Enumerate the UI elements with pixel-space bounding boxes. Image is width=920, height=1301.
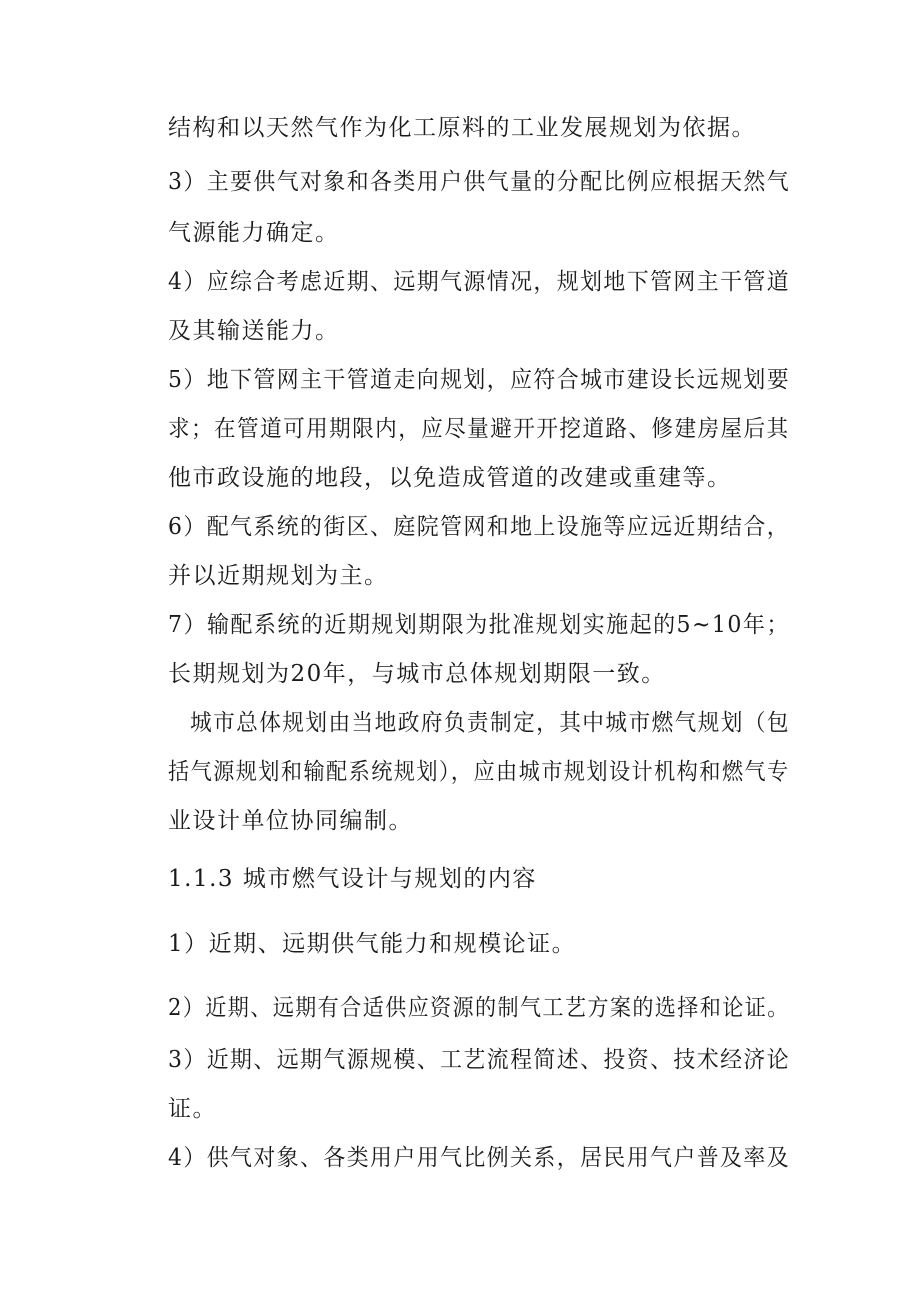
text-line: 结构和以天然气作为化工原料的工业发展规划为依据。 bbox=[168, 115, 756, 141]
list-item-4: 4）供气对象、各类用户用气比例关系，居民用气户普及率及 bbox=[168, 1145, 791, 1171]
text-line: 求；在管道可用期限内，应尽量避开开挖道路、修建房屋后其 bbox=[168, 416, 790, 442]
text-line: 证。 bbox=[168, 1096, 217, 1122]
paragraph-line: 业设计单位协同编制。 bbox=[168, 808, 413, 834]
list-item-1: 1）近期、远期供气能力和规模论证。 bbox=[168, 931, 577, 957]
text-line: 他市政设施的地段，以免造成管道的改建或重建等。 bbox=[168, 465, 732, 491]
list-item-2: 2）近期、远期有合适供应资源的制气工艺方案的选择和论证。 bbox=[168, 995, 790, 1021]
list-item-3: 3）主要供气对象和各类用户供气量的分配比例应根据天然气 bbox=[168, 169, 791, 195]
text-line: 及其输送能力。 bbox=[168, 318, 340, 344]
list-item-4: 4）应综合考虑近期、远期气源情况，规划地下管网主干管道 bbox=[168, 269, 791, 295]
list-item-5: 5）地下管网主干管道走向规划，应符合城市建设长远规划要 bbox=[168, 367, 791, 393]
text-line: 长期规划为20年，与城市总体规划期限一致。 bbox=[168, 661, 666, 687]
section-heading: 1.1.3 城市燃气设计与规划的内容 bbox=[168, 866, 537, 892]
text-line: 气源能力确定。 bbox=[168, 220, 340, 246]
paragraph-line: 括气源规划和输配系统规划），应由城市规划设计机构和燃气专 bbox=[168, 759, 790, 785]
list-item-6: 6）配气系统的街区、庭院管网和地上设施等应远近期结合， bbox=[168, 514, 791, 540]
paragraph-line: 城市总体规划由当地政府负责制定，其中城市燃气规划（包 bbox=[190, 710, 790, 736]
list-item-7: 7）输配系统的近期规划期限为批准规划实施起的5~10年； bbox=[168, 612, 790, 638]
list-item-3: 3）近期、远期气源规模、工艺流程简述、投资、技术经济论 bbox=[168, 1047, 791, 1073]
text-line: 并以近期规划为主。 bbox=[168, 563, 389, 589]
